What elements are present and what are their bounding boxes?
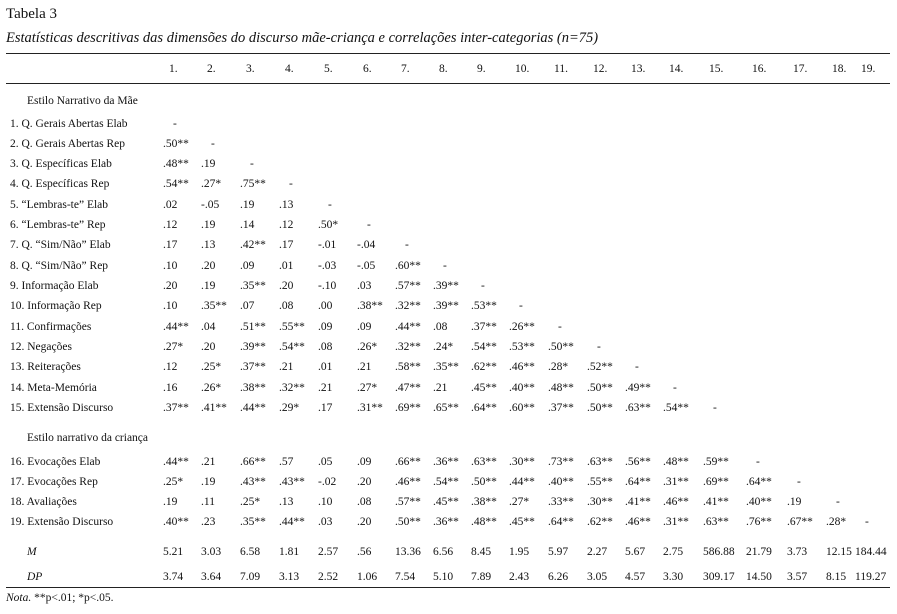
- stat-cell: 8.45: [471, 546, 492, 558]
- stat-cell: 6.56: [433, 546, 454, 558]
- table-cell: .64**: [548, 516, 574, 528]
- table-cell: .63**: [625, 402, 651, 414]
- table-cell: .44**: [395, 321, 421, 333]
- table-cell: .50**: [548, 341, 574, 353]
- table-cell: .46**: [663, 496, 689, 508]
- column-header: 17.: [793, 63, 808, 75]
- table-cell: .50**: [163, 138, 189, 150]
- table-cell: .36**: [433, 516, 459, 528]
- table-cell: .03: [318, 516, 333, 528]
- table-cell: .37**: [471, 321, 497, 333]
- column-header: 3.: [246, 63, 255, 75]
- table-cell: .13: [201, 239, 216, 251]
- table-cell: .65**: [433, 402, 459, 414]
- table-cell: .45**: [433, 496, 459, 508]
- table-cell: .45**: [471, 382, 497, 394]
- table-cell: .17: [163, 239, 178, 251]
- table-cell: .35**: [240, 280, 266, 292]
- table-cell: .55**: [587, 476, 613, 488]
- section-heading-mother: Estilo Narrativo da Mãe: [27, 95, 138, 107]
- column-header: 10.: [515, 63, 530, 75]
- table-cell: .20: [357, 476, 372, 488]
- table-cell: .32**: [395, 300, 421, 312]
- stat-cell: 14.50: [746, 571, 772, 583]
- stat-cell: 119.27: [855, 571, 887, 583]
- table-cell: .26*: [357, 341, 378, 353]
- table-cell: .10: [163, 260, 178, 272]
- stat-cell: 3.03: [201, 546, 222, 558]
- column-header: 6.: [363, 63, 372, 75]
- table-cell: .27*: [163, 341, 184, 353]
- column-header: 16.: [752, 63, 767, 75]
- table-cell: .09: [240, 260, 255, 272]
- table-cell: .60**: [395, 260, 421, 272]
- table-cell: .40**: [548, 476, 574, 488]
- table-cell: -: [865, 516, 869, 528]
- table-cell: .37**: [163, 402, 189, 414]
- table-cell: .19: [787, 496, 802, 508]
- table-cell: .21: [318, 382, 333, 394]
- stat-cell: 4.57: [625, 571, 646, 583]
- stat-cell: 8.15: [826, 571, 847, 583]
- stat-cell: 6.26: [548, 571, 569, 583]
- stat-cell: 184.44: [855, 546, 887, 558]
- table-cell: .56**: [625, 456, 651, 468]
- stat-cell: 1.06: [357, 571, 378, 583]
- table-cell: .28*: [548, 361, 569, 373]
- table-cell: -.04: [357, 239, 376, 251]
- table-cell: -.05: [357, 260, 376, 272]
- table-cell: .41**: [625, 496, 651, 508]
- stat-cell: 2.43: [509, 571, 530, 583]
- table-cell: .40**: [509, 382, 535, 394]
- table-cell: -: [797, 476, 801, 488]
- table-cell: .00: [318, 300, 333, 312]
- table-cell: .66**: [395, 456, 421, 468]
- stat-cell: 5.10: [433, 571, 454, 583]
- column-header: 14.: [669, 63, 684, 75]
- table-cell: .02: [163, 199, 178, 211]
- table-cell: .31**: [663, 476, 689, 488]
- table-cell: .10: [163, 300, 178, 312]
- table-cell: .25*: [201, 361, 222, 373]
- column-header: 8.: [439, 63, 448, 75]
- table-cell: -: [250, 158, 254, 170]
- table-cell: -.10: [318, 280, 337, 292]
- table-cell: .42**: [240, 239, 266, 251]
- table-cell: .20: [201, 341, 216, 353]
- table-cell: .32**: [395, 341, 421, 353]
- table-cell: .11: [201, 496, 215, 508]
- stat-cell: 2.75: [663, 546, 684, 558]
- table-cell: .35**: [201, 300, 227, 312]
- table-cell: .58**: [395, 361, 421, 373]
- table-cell: -: [328, 199, 332, 211]
- stat-cell: 2.52: [318, 571, 339, 583]
- table-cell: .19: [201, 280, 216, 292]
- table-cell: .32**: [279, 382, 305, 394]
- table-cell: .21: [279, 361, 294, 373]
- table-cell: .27*: [509, 496, 530, 508]
- table-cell: -: [443, 260, 447, 272]
- row-label: 5. “Lembras-te” Elab: [10, 199, 109, 211]
- stat-cell: 2.27: [587, 546, 608, 558]
- table-cell: .40**: [163, 516, 189, 528]
- column-header: 15.: [709, 63, 724, 75]
- table-cell: -.05: [201, 199, 220, 211]
- row-label: 15. Extensão Discurso: [10, 402, 114, 414]
- table-cell: -: [836, 496, 840, 508]
- table-cell: .76**: [746, 516, 772, 528]
- table-cell: -: [211, 138, 215, 150]
- table-cell: -: [756, 456, 760, 468]
- table-cell: .46**: [625, 516, 651, 528]
- table-cell: .45**: [509, 516, 535, 528]
- table-cell: .51**: [240, 321, 266, 333]
- table-cell: .50**: [395, 516, 421, 528]
- table-cell: .12: [163, 219, 178, 231]
- table-cell: .12: [163, 361, 178, 373]
- table-cell: .60**: [509, 402, 535, 414]
- stat-cell: 3.05: [587, 571, 608, 583]
- table-cell: .54**: [433, 476, 459, 488]
- table-cell: .57**: [395, 280, 421, 292]
- stat-cell: 309.17: [703, 571, 735, 583]
- table-note: [6, 592, 114, 604]
- table-cell: .16: [163, 382, 178, 394]
- table-cell: .44**: [163, 456, 189, 468]
- table-cell: .03: [357, 280, 372, 292]
- table-cell: .48**: [663, 456, 689, 468]
- table-cell: .28*: [826, 516, 847, 528]
- stat-cell: 3.74: [163, 571, 184, 583]
- stat-cell: 1.81: [279, 546, 300, 558]
- table-cell: .04: [201, 321, 216, 333]
- table-cell: .62**: [587, 516, 613, 528]
- table-cell: .38**: [240, 382, 266, 394]
- table-cell: .29*: [279, 402, 300, 414]
- row-label: 1. Q. Gerais Abertas Elab: [10, 118, 128, 130]
- table-cell: -.01: [318, 239, 337, 251]
- table-cell: .38**: [471, 496, 497, 508]
- column-header: 5.: [324, 63, 333, 75]
- column-header: 1.: [169, 63, 178, 75]
- table-cell: .63**: [587, 456, 613, 468]
- row-label: 16. Evocações Elab: [10, 456, 101, 468]
- table-cell: .44**: [240, 402, 266, 414]
- table-cell: .14: [240, 219, 255, 231]
- stat-cell: 3.57: [787, 571, 808, 583]
- stat-cell: 3.73: [787, 546, 808, 558]
- table-cell: -: [173, 118, 177, 130]
- table-caption: Estatísticas descritivas das dimensões do discurso mãe-criança e correlações inter-categorias (n=75): [6, 30, 599, 46]
- stat-cell: 13.36: [395, 546, 421, 558]
- stat-cell: 12.15: [826, 546, 852, 558]
- table-cell: .36**: [433, 456, 459, 468]
- table-cell: -: [289, 178, 293, 190]
- stat-cell: 586.88: [703, 546, 735, 558]
- table-cell: .43**: [279, 476, 305, 488]
- table-cell: .26*: [201, 382, 222, 394]
- table-cell: .43**: [240, 476, 266, 488]
- table-cell: .12: [279, 219, 294, 231]
- table-cell: .50**: [471, 476, 497, 488]
- section-heading-child: Estilo narrativo da criança: [27, 432, 149, 444]
- table-cell: .41**: [201, 402, 227, 414]
- stat-cell: 21.79: [746, 546, 772, 558]
- table-cell: .20: [163, 280, 178, 292]
- table-cell: -.02: [318, 476, 337, 488]
- table-cell: .13: [279, 199, 294, 211]
- table-cell: .35**: [433, 361, 459, 373]
- row-label: 6. “Lembras-te” Rep: [10, 219, 106, 231]
- stat-cell: 3.30: [663, 571, 684, 583]
- table-cell: .63**: [471, 456, 497, 468]
- table-cell: .44**: [279, 516, 305, 528]
- table-cell: .48**: [163, 158, 189, 170]
- stat-cell: 2.57: [318, 546, 339, 558]
- row-label: 2. Q. Gerais Abertas Rep: [10, 138, 125, 150]
- column-header: 7.: [401, 63, 410, 75]
- table-cell: .17: [279, 239, 294, 251]
- stat-label: DP: [27, 571, 43, 583]
- table-cell: .40**: [746, 496, 772, 508]
- table-cell: .38**: [357, 300, 383, 312]
- table-cell: .48**: [471, 516, 497, 528]
- table-cell: .09: [357, 321, 372, 333]
- table-cell: .13: [279, 496, 294, 508]
- column-header: 11.: [554, 63, 568, 75]
- table-cell: .30**: [509, 456, 535, 468]
- table-cell: .08: [318, 341, 333, 353]
- table-cell: -: [713, 402, 717, 414]
- table-cell: .46**: [395, 476, 421, 488]
- table-cell: .50**: [587, 402, 613, 414]
- table-cell: .20: [357, 516, 372, 528]
- table-cell: .44**: [509, 476, 535, 488]
- table-cell: .30**: [587, 496, 613, 508]
- table-cell: .59**: [703, 456, 729, 468]
- table-cell: .35**: [240, 516, 266, 528]
- table-cell: .19: [240, 199, 255, 211]
- row-label: 9. Informação Elab: [10, 280, 99, 292]
- row-label: 14. Meta-Memória: [10, 382, 97, 394]
- stat-cell: 6.58: [240, 546, 261, 558]
- table-cell: .44**: [163, 321, 189, 333]
- table-cell: .46**: [509, 361, 535, 373]
- table-cell: .37**: [548, 402, 574, 414]
- stat-cell: .56: [357, 546, 372, 558]
- table-cell: .75**: [240, 178, 266, 190]
- column-header: 18.: [832, 63, 847, 75]
- row-label: 10. Informação Rep: [10, 300, 102, 312]
- table-cell: .19: [163, 496, 178, 508]
- table-cell: .24*: [433, 341, 454, 353]
- table-cell: -: [519, 300, 523, 312]
- stat-cell: 7.89: [471, 571, 492, 583]
- stat-cell: 7.54: [395, 571, 416, 583]
- table-cell: .54**: [471, 341, 497, 353]
- row-label: 19. Extensão Discurso: [10, 516, 114, 528]
- column-header: 13.: [631, 63, 646, 75]
- table-cell: -: [481, 280, 485, 292]
- table-cell: .41**: [703, 496, 729, 508]
- table-cell: .50*: [318, 219, 339, 231]
- stat-cell: 5.67: [625, 546, 646, 558]
- stat-cell: 5.97: [548, 546, 569, 558]
- column-header: 12.: [593, 63, 608, 75]
- table-cell: .63**: [703, 516, 729, 528]
- stat-cell: 3.64: [201, 571, 222, 583]
- table-cell: -.03: [318, 260, 337, 272]
- table-cell: .69**: [395, 402, 421, 414]
- stat-cell: 3.13: [279, 571, 300, 583]
- table-cell: -: [367, 219, 371, 231]
- stat-cell: 5.21: [163, 546, 184, 558]
- table-cell: .54**: [663, 402, 689, 414]
- row-label: 11. Confirmações: [10, 321, 92, 333]
- note-text: **p<.01; *p<.05.: [34, 592, 114, 604]
- table-cell: .23: [201, 516, 216, 528]
- table-cell: .62**: [471, 361, 497, 373]
- table-cell: .47**: [395, 382, 421, 394]
- table-cell: .25*: [163, 476, 184, 488]
- column-header: 9.: [477, 63, 486, 75]
- table-cell: .53**: [509, 341, 535, 353]
- table-cell: .66**: [240, 456, 266, 468]
- table-cell: .50**: [587, 382, 613, 394]
- stat-label: M: [27, 546, 37, 558]
- table-cell: .64**: [471, 402, 497, 414]
- column-header: 2.: [207, 63, 216, 75]
- table-cell: .31**: [357, 402, 383, 414]
- table-cell: .20: [201, 260, 216, 272]
- table-cell: .48**: [548, 382, 574, 394]
- table-cell: .31**: [663, 516, 689, 528]
- table-cell: .64**: [746, 476, 772, 488]
- table-cell: .69**: [703, 476, 729, 488]
- table-cell: .39**: [433, 280, 459, 292]
- table-cell: .25*: [240, 496, 261, 508]
- table-cell: .67**: [787, 516, 813, 528]
- table-cell: .08: [433, 321, 448, 333]
- table-cell: -: [597, 341, 601, 353]
- table-cell: .33**: [548, 496, 574, 508]
- row-label: 17. Evocações Rep: [10, 476, 98, 488]
- table-cell: .26**: [509, 321, 535, 333]
- table-cell: -: [558, 321, 562, 333]
- row-label: 8. Q. “Sim/Não” Rep: [10, 260, 109, 272]
- table-cell: .27*: [201, 178, 222, 190]
- table-cell: .27*: [357, 382, 378, 394]
- table-cell: .07: [240, 300, 255, 312]
- table-cell: .64**: [625, 476, 651, 488]
- row-label: 18. Avaliações: [10, 496, 77, 508]
- table-cell: .57**: [395, 496, 421, 508]
- table-cell: .01: [279, 260, 294, 272]
- table-cell: .09: [357, 456, 372, 468]
- stat-cell: 7.09: [240, 571, 261, 583]
- table-cell: -: [635, 361, 639, 373]
- table-cell: .08: [357, 496, 372, 508]
- row-label: 7. Q. “Sim/Não” Elab: [10, 239, 111, 251]
- table-cell: .49**: [625, 382, 651, 394]
- table-cell: .39**: [240, 341, 266, 353]
- table-cell: .52**: [587, 361, 613, 373]
- table-cell: .73**: [548, 456, 574, 468]
- table-cell: .08: [279, 300, 294, 312]
- row-label: 3. Q. Específicas Elab: [10, 158, 112, 170]
- table-cell: .19: [201, 476, 216, 488]
- table-label: Tabela 3: [6, 6, 58, 22]
- table-cell: -: [673, 382, 677, 394]
- row-label: 12. Negações: [10, 341, 72, 353]
- table-cell: .10: [318, 496, 333, 508]
- table-cell: .21: [357, 361, 372, 373]
- table-cell: .09: [318, 321, 333, 333]
- column-header: 19.: [861, 63, 876, 75]
- note-prefix: Nota.: [6, 592, 32, 604]
- row-label: 13. Reiterações: [10, 361, 81, 373]
- table-cell: .17: [318, 402, 333, 414]
- table-cell: .55**: [279, 321, 305, 333]
- table-cell: .21: [433, 382, 448, 394]
- table-cell: .39**: [433, 300, 459, 312]
- table-cell: .05: [318, 456, 333, 468]
- table-cell: .53**: [471, 300, 497, 312]
- table-cell: .21: [201, 456, 216, 468]
- table-cell: .20: [279, 280, 294, 292]
- table-cell: -: [405, 239, 409, 251]
- table-cell: .57: [279, 456, 294, 468]
- row-label: 4. Q. Específicas Rep: [10, 178, 110, 190]
- table-cell: .54**: [163, 178, 189, 190]
- table-cell: .19: [201, 219, 216, 231]
- table-cell: .54**: [279, 341, 305, 353]
- table-cell: .19: [201, 158, 216, 170]
- table-cell: .37**: [240, 361, 266, 373]
- column-header: 4.: [285, 63, 294, 75]
- stat-cell: 1.95: [509, 546, 530, 558]
- table-cell: .01: [318, 361, 333, 373]
